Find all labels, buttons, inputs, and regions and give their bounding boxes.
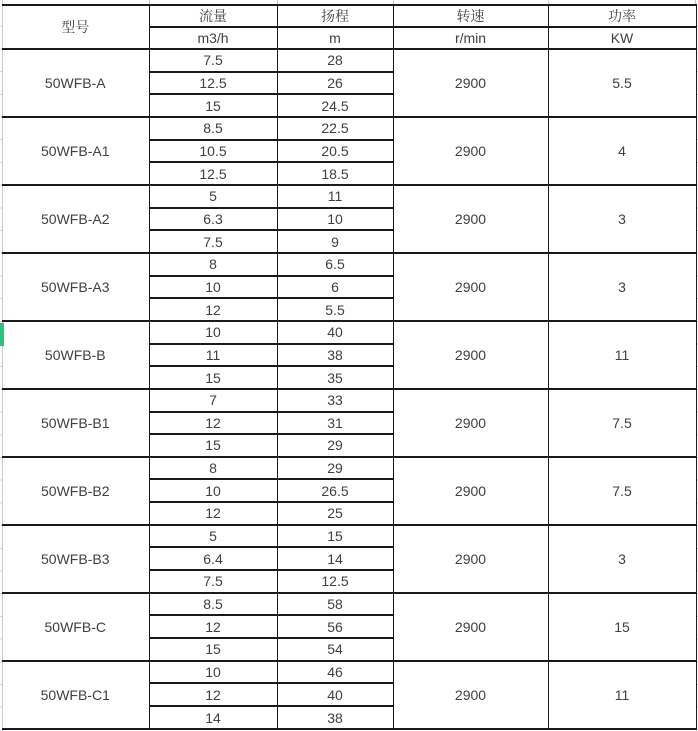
- head-cell: 12.5: [277, 570, 393, 593]
- head-cell: 29: [277, 434, 393, 457]
- head-cell: 31: [277, 412, 393, 435]
- head-cell: 29: [277, 457, 393, 480]
- flow-cell: 10: [149, 276, 277, 299]
- head-cell: 22.5: [277, 117, 393, 140]
- header-speed: 转速: [393, 5, 548, 27]
- flow-cell: 12: [149, 683, 277, 706]
- model-cell: 50WFB-A1: [2, 117, 149, 185]
- table-row: [2, 525, 696, 548]
- speed-cell: 2900: [393, 593, 548, 661]
- head-cell: 54: [277, 638, 393, 661]
- table-body: [2, 49, 696, 729]
- flow-cell: 11: [149, 344, 277, 367]
- head-cell: 25: [277, 502, 393, 525]
- header-model: 型号: [2, 5, 149, 49]
- model-cell: 50WFB-B: [2, 321, 149, 389]
- flow-cell: 7.5: [149, 570, 277, 593]
- table-row: [2, 389, 696, 412]
- flow-cell: 7.5: [149, 49, 277, 72]
- head-cell: 46: [277, 661, 393, 684]
- flow-cell: 15: [149, 94, 277, 117]
- flow-cell: 10: [149, 321, 277, 344]
- head-cell: 9: [277, 230, 393, 253]
- header-flow-unit: m3/h: [149, 27, 277, 49]
- head-cell: 56: [277, 615, 393, 638]
- flow-cell: 12: [149, 615, 277, 638]
- head-cell: 6: [277, 276, 393, 299]
- speed-cell: 2900: [393, 321, 548, 389]
- table-row: [2, 321, 696, 344]
- flow-cell: 10.5: [149, 140, 277, 163]
- flow-cell: 12: [149, 298, 277, 321]
- model-cell: 50WFB-A3: [2, 253, 149, 321]
- head-cell: 20.5: [277, 140, 393, 163]
- flow-cell: 8.5: [149, 593, 277, 616]
- table-row: [2, 253, 696, 276]
- flow-cell: 12: [149, 502, 277, 525]
- power-cell: 3: [548, 253, 696, 321]
- flow-cell: 8: [149, 253, 277, 276]
- flow-cell: 6.4: [149, 547, 277, 570]
- table-row: [2, 185, 696, 208]
- flow-cell: 12.5: [149, 162, 277, 185]
- head-cell: 10: [277, 208, 393, 231]
- flow-cell: 15: [149, 638, 277, 661]
- header-flow: 流量: [149, 5, 277, 27]
- flow-cell: 14: [149, 706, 277, 729]
- flow-cell: 8: [149, 457, 277, 480]
- head-cell: 26: [277, 72, 393, 95]
- table-row: [2, 457, 696, 480]
- power-cell: 11: [548, 321, 696, 389]
- head-cell: 6.5: [277, 253, 393, 276]
- power-cell: 3: [548, 525, 696, 593]
- header-power: 功率: [548, 5, 696, 27]
- head-cell: 38: [277, 344, 393, 367]
- header-head: 扬程: [277, 5, 393, 27]
- table-header: [2, 5, 696, 49]
- model-cell: 50WFB-C1: [2, 661, 149, 729]
- head-cell: 58: [277, 593, 393, 616]
- flow-cell: 6.3: [149, 208, 277, 231]
- model-cell: 50WFB-B3: [2, 525, 149, 593]
- flow-cell: 8.5: [149, 117, 277, 140]
- table-row: [2, 661, 696, 684]
- flow-cell: 7.5: [149, 230, 277, 253]
- model-cell: 50WFB-B2: [2, 457, 149, 525]
- head-cell: 40: [277, 321, 393, 344]
- speed-cell: 2900: [393, 661, 548, 729]
- header-speed-unit: r/min: [393, 27, 548, 49]
- speed-cell: 2900: [393, 49, 548, 117]
- head-cell: 11: [277, 185, 393, 208]
- head-cell: 26.5: [277, 479, 393, 502]
- speed-cell: 2900: [393, 389, 548, 457]
- table-row: [2, 117, 696, 140]
- flow-cell: 5: [149, 525, 277, 548]
- flow-cell: 15: [149, 366, 277, 389]
- speed-cell: 2900: [393, 117, 548, 185]
- speed-cell: 2900: [393, 525, 548, 593]
- flow-cell: 5: [149, 185, 277, 208]
- power-cell: 3: [548, 185, 696, 253]
- header-power-unit: KW: [548, 27, 696, 49]
- model-cell: 50WFB-C: [2, 593, 149, 661]
- head-cell: 24.5: [277, 94, 393, 117]
- head-cell: 28: [277, 49, 393, 72]
- flow-cell: 12.5: [149, 72, 277, 95]
- head-cell: 14: [277, 547, 393, 570]
- model-cell: 50WFB-A2: [2, 185, 149, 253]
- power-cell: 4: [548, 117, 696, 185]
- power-cell: 7.5: [548, 389, 696, 457]
- header-row-labels: [2, 5, 696, 27]
- head-cell: 38: [277, 706, 393, 729]
- power-cell: 15: [548, 593, 696, 661]
- table-row: [2, 593, 696, 616]
- pump-spec-table: [2, 4, 697, 730]
- power-cell: 5.5: [548, 49, 696, 117]
- head-cell: 35: [277, 366, 393, 389]
- head-cell: 40: [277, 683, 393, 706]
- flow-cell: 12: [149, 412, 277, 435]
- flow-cell: 10: [149, 479, 277, 502]
- model-cell: 50WFB-A: [2, 49, 149, 117]
- head-cell: 15: [277, 525, 393, 548]
- speed-cell: 2900: [393, 253, 548, 321]
- table-row: [2, 49, 696, 72]
- head-cell: 5.5: [277, 298, 393, 321]
- header-head-unit: m: [277, 27, 393, 49]
- model-cell: 50WFB-B1: [2, 389, 149, 457]
- power-cell: 11: [548, 661, 696, 729]
- flow-cell: 7: [149, 389, 277, 412]
- flow-cell: 15: [149, 434, 277, 457]
- flow-cell: 10: [149, 661, 277, 684]
- power-cell: 7.5: [548, 457, 696, 525]
- speed-cell: 2900: [393, 185, 548, 253]
- speed-cell: 2900: [393, 457, 548, 525]
- head-cell: 33: [277, 389, 393, 412]
- head-cell: 18.5: [277, 162, 393, 185]
- green-selection-marker: [0, 323, 4, 346]
